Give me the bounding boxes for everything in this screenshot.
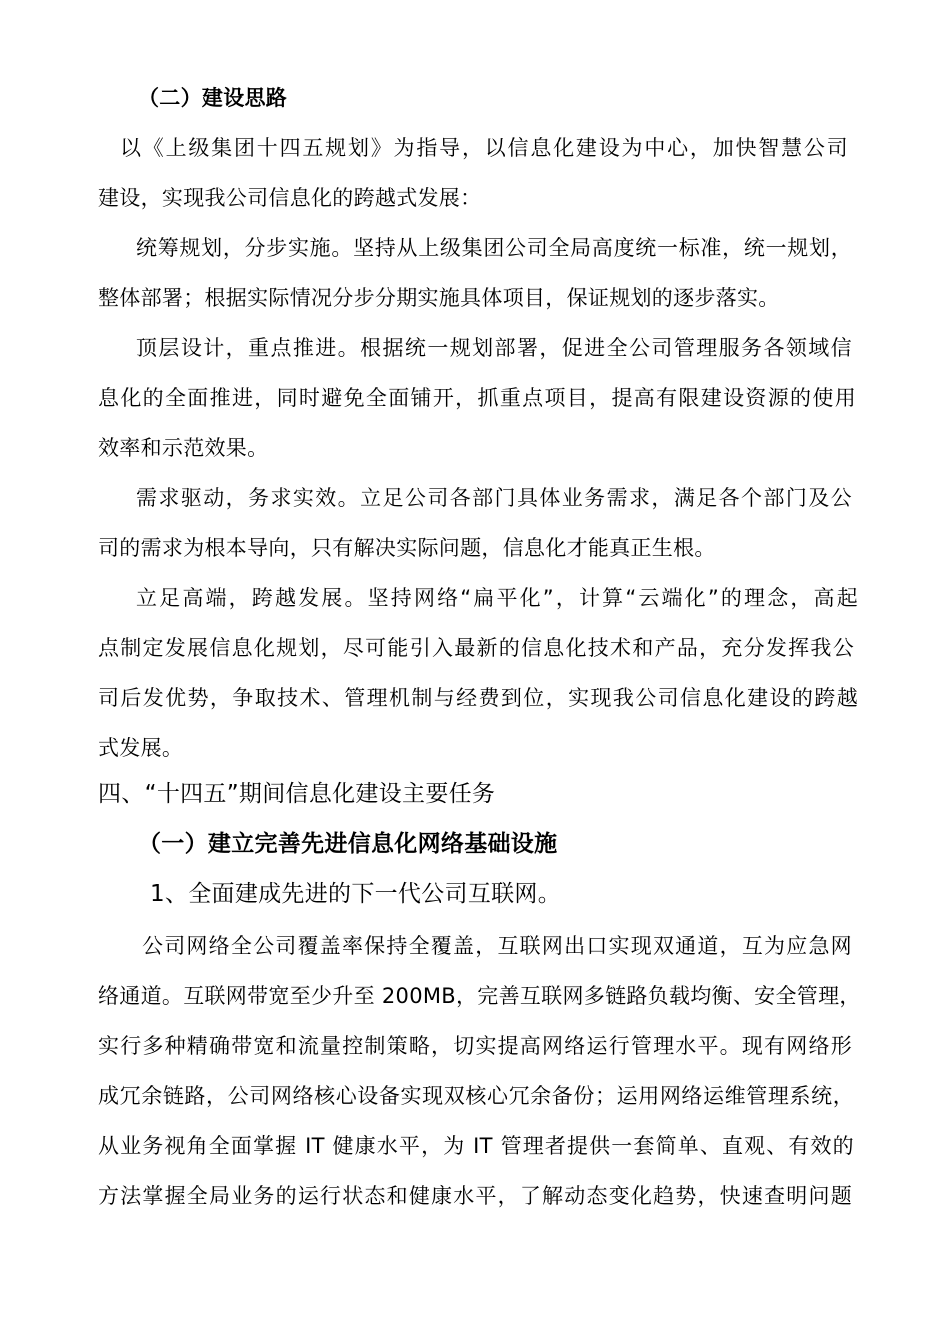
- paragraph-line: 络通道。互联网带宽至少升至 200MB，完善互联网多链路负载均衡、安全管理，: [98, 984, 861, 1008]
- paragraph-line: 司的需求为根本导向，只有解决实际问题，信息化才能真正生根。: [98, 536, 716, 560]
- section-heading-4: 四、“十四五”期间信息化建设主要任务: [98, 781, 496, 807]
- paragraph-line: 司后发优势，争取技术、管理机制与经费到位，实现我公司信息化建设的跨越: [98, 686, 858, 710]
- paragraph-line: 以《上级集团十四五规划》为指导，以信息化建设为中心，加快智慧公司: [120, 136, 848, 160]
- paragraph-line: 息化的全面推进，同时避免全面铺开，抓重点项目，提高有限建设资源的使用: [98, 386, 856, 410]
- paragraph-line: 整体部署；根据实际情况分步分期实施具体项目，保证规划的逐步落实。: [98, 286, 780, 310]
- paragraph-line: 统筹规划，分步实施。坚持从上级集团公司全局高度统一标准，统一规划，: [136, 236, 852, 260]
- paragraph-line: 立足高端，跨越发展。坚持网络“扁平化”，计算“云端化”的理念，高起: [136, 586, 858, 610]
- section-heading-2-2: （二）建设思路: [138, 86, 288, 110]
- paragraph-line: 效率和示范效果。: [98, 436, 269, 460]
- paragraph-line: 点制定发展信息化规划，尽可能引入最新的信息化技术和产品，充分发挥我公: [98, 636, 854, 660]
- paragraph-line: 从业务视角全面掌握 IT 健康水平，为 IT 管理者提供一套简单、直观、有效的: [98, 1134, 854, 1158]
- section-heading-4-1: （一）建立完善先进信息化网络基础设施: [138, 831, 558, 857]
- paragraph-line: 建设，实现我公司信息化的跨越式发展：: [98, 186, 482, 210]
- paragraph-line: 实行多种精确带宽和流量控制策略，切实提高网络运行管理水平。现有网络形: [98, 1034, 852, 1058]
- paragraph-line: 成冗余链路，公司网络核心设备实现双核心冗余备份；运用网络运维管理系统，: [98, 1084, 854, 1108]
- paragraph-line: 需求驱动，务求实效。立足公司各部门具体业务需求，满足各个部门及公: [136, 486, 852, 510]
- paragraph-line: 式发展。: [98, 736, 184, 760]
- paragraph-line: 公司网络全公司覆盖率保持全覆盖，互联网出口实现双通道，互为应急网: [142, 934, 852, 958]
- section-heading-4-1-1: 1、全面建成先进的下一代公司互联网。: [150, 881, 562, 907]
- paragraph-line: 方法掌握全局业务的运行状态和健康水平，了解动态变化趋势，快速查明问题: [98, 1184, 852, 1208]
- paragraph-line: 顶层设计，重点推进。根据统一规划部署，促进全公司管理服务各领域信: [136, 336, 852, 360]
